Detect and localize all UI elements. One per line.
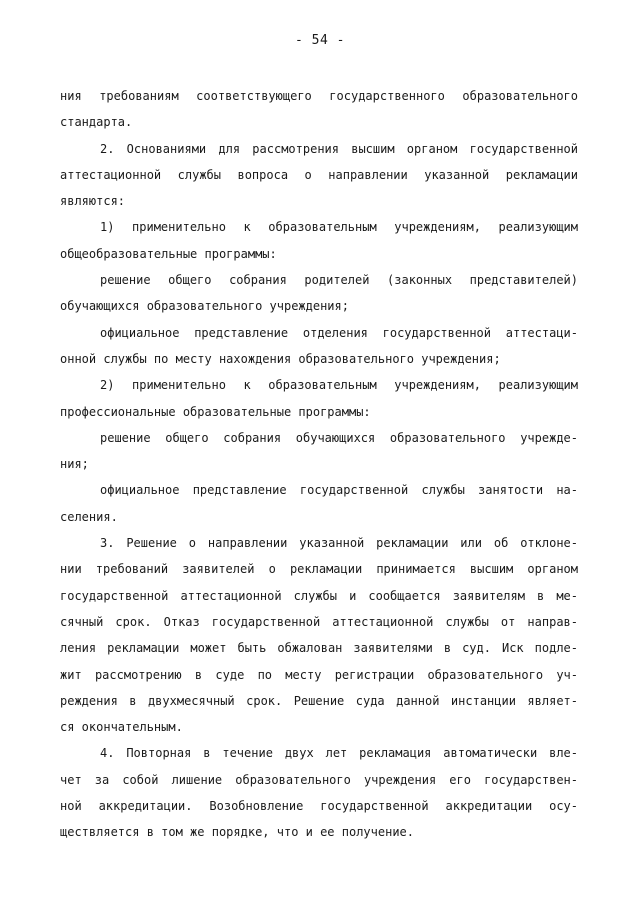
text-line: стандарта.: [60, 115, 133, 130]
text-line: нии требований заявителей о рекламации принимается высшим органом: [60, 562, 578, 577]
text-line: ния;: [60, 457, 89, 472]
body-text: [60, 83, 578, 846]
text-line: 1) применительно к образовательным учреждениям, реализующим: [100, 220, 578, 235]
text-line: являются:: [60, 194, 126, 209]
text-line: 2) применительно к образовательным учреждениям, реализующим: [100, 378, 578, 393]
text-line: обучающихся образовательного учреждения;: [60, 299, 349, 314]
text-line: ся окончательным.: [60, 720, 183, 735]
text-line: чет за собой лишение образовательного учреждения его государствен-: [60, 772, 578, 787]
text-line: аттестационной службы вопроса о направлении указанной рекламации: [60, 167, 578, 182]
text-line: 2. Основаниями для рассмотрения высшим органом государственной: [100, 141, 578, 156]
text-line: ния требованиям соответствующего государственного образовательного: [60, 89, 578, 103]
text-line: общеобразовательные программы:: [60, 246, 277, 261]
text-line: жит рассмотрению в суде по месту регистрации образовательного уч-: [60, 667, 578, 682]
text-line: онной службы по месту нахождения образовательного учреждения;: [60, 351, 501, 366]
text-line: селения.: [60, 509, 118, 524]
text-line: 4. Повторная в течение двух лет рекламация автоматически вле-: [100, 746, 578, 761]
text-line: официальное представление отделения государственной аттестаци-: [100, 325, 578, 340]
text-line: решение общего собрания родителей (законных представителей): [100, 273, 578, 288]
text-line: государственной аттестационной службы и сообщается заявителям в ме-: [60, 588, 578, 603]
text-line: сячный срок. Отказ государственной аттестационной службы от направ-: [60, 614, 578, 629]
text-line: 3. Решение о направлении указанной рекламации или об отклоне-: [100, 536, 578, 551]
text-line: ществляется в том же порядке, что и ее получение.: [60, 825, 415, 840]
text-line: профессиональные образовательные программы:: [60, 404, 371, 419]
text-line: ления рекламации может быть обжалован заявителями в суд. Иск подле-: [60, 641, 578, 656]
text-line: реждения в двухмесячный срок. Решение суда данной инстанции являет-: [60, 693, 578, 708]
text-line: ной аккредитации. Возобновление государственной аккредитации осу-: [60, 799, 578, 814]
text-line: решение общего собрания обучающихся образовательного учрежде-: [100, 430, 578, 445]
page-number: - 54 -: [295, 33, 345, 48]
text-line: официальное представление государственной службы занятости на-: [100, 483, 578, 498]
